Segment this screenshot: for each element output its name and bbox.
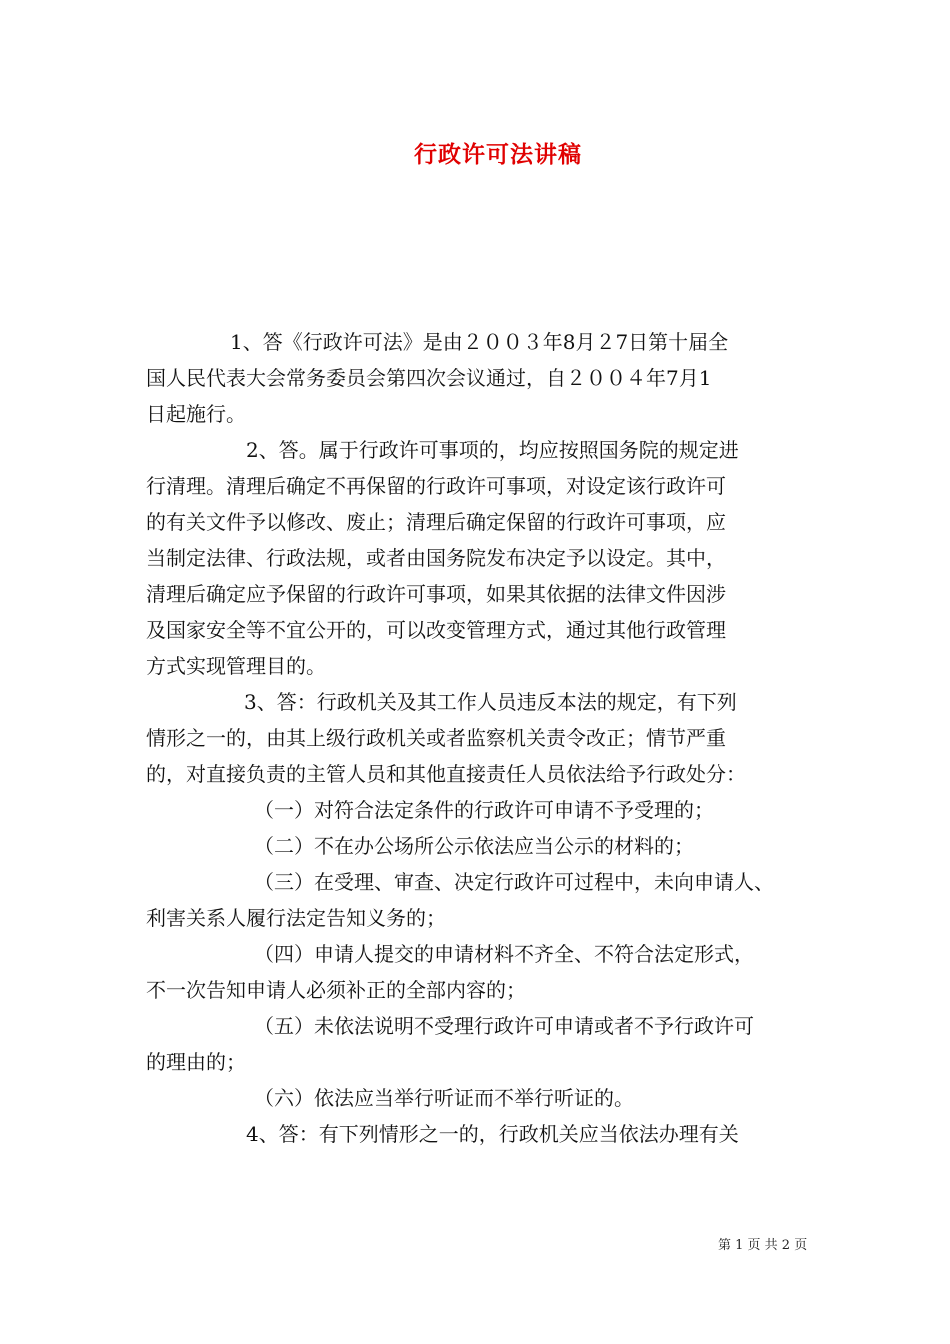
list-item-line: （四）申请人提交的申请材料不齐全、不符合法定形式， [254, 942, 754, 966]
list-item-line: （二）不在办公场所公示依法应当公示的材料的； [254, 834, 694, 858]
list-item-line: （一）对符合法定条件的行政许可申请不予受理的； [254, 798, 714, 822]
paragraph-line: 的，对直接负责的主管人员和其他直接责任人员依法给予行政处分： [146, 762, 746, 786]
document-body [146, 324, 822, 1152]
list-item-line: （六）依法应当举行听证而不举行听证的。 [254, 1086, 634, 1110]
page-number: 第 1 页 共 2 页 [718, 1238, 808, 1253]
list-item-line: 的理由的； [146, 1050, 246, 1074]
paragraph-line: 国人民代表大会常务委员会第四次会议通过，自２００４年7月1 [146, 366, 712, 390]
paragraph-line: 2、答。属于行政许可事项的，均应按照国务院的规定进 [246, 438, 739, 462]
paragraph-line: 日起施行。 [146, 402, 246, 426]
paragraph-line: 情形之一的，由其上级行政机关或者监察机关责令改正；情节严重 [146, 726, 726, 750]
paragraph-line: 当制定法律、行政法规，或者由国务院发布决定予以设定。其中， [146, 546, 726, 570]
list-item-line: （三）在受理、审查、决定行政许可过程中，未向申请人、 [254, 870, 774, 894]
paragraph-line: 行清理。清理后确定不再保留的行政许可事项，对设定该行政许可 [146, 474, 726, 498]
paragraph-line: 的有关文件予以修改、废止；清理后确定保留的行政许可事项，应 [146, 510, 726, 534]
paragraph-line: 1、答《行政许可法》是由２００３年8月２7日第十届全 [230, 330, 729, 354]
paragraph-line: 4、答：有下列情形之一的，行政机关应当依法办理有关 [246, 1122, 739, 1146]
list-item-line: （五）未依法说明不受理行政许可申请或者不予行政许可 [254, 1014, 754, 1038]
document-title: 行政许可法讲稿 [414, 141, 582, 168]
list-item-line: 利害关系人履行法定告知义务的； [146, 906, 446, 930]
paragraph-line: 3、答：行政机关及其工作人员违反本法的规定，有下列 [244, 690, 737, 714]
paragraph-line: 清理后确定应予保留的行政许可事项，如果其依据的法律文件因涉 [146, 582, 726, 606]
paragraph-line: 及国家安全等不宜公开的，可以改变管理方式，通过其他行政管理 [146, 618, 726, 642]
paragraph-line: 方式实现管理目的。 [146, 654, 326, 678]
list-item-line: 不一次告知申请人必须补正的全部内容的； [146, 978, 526, 1002]
